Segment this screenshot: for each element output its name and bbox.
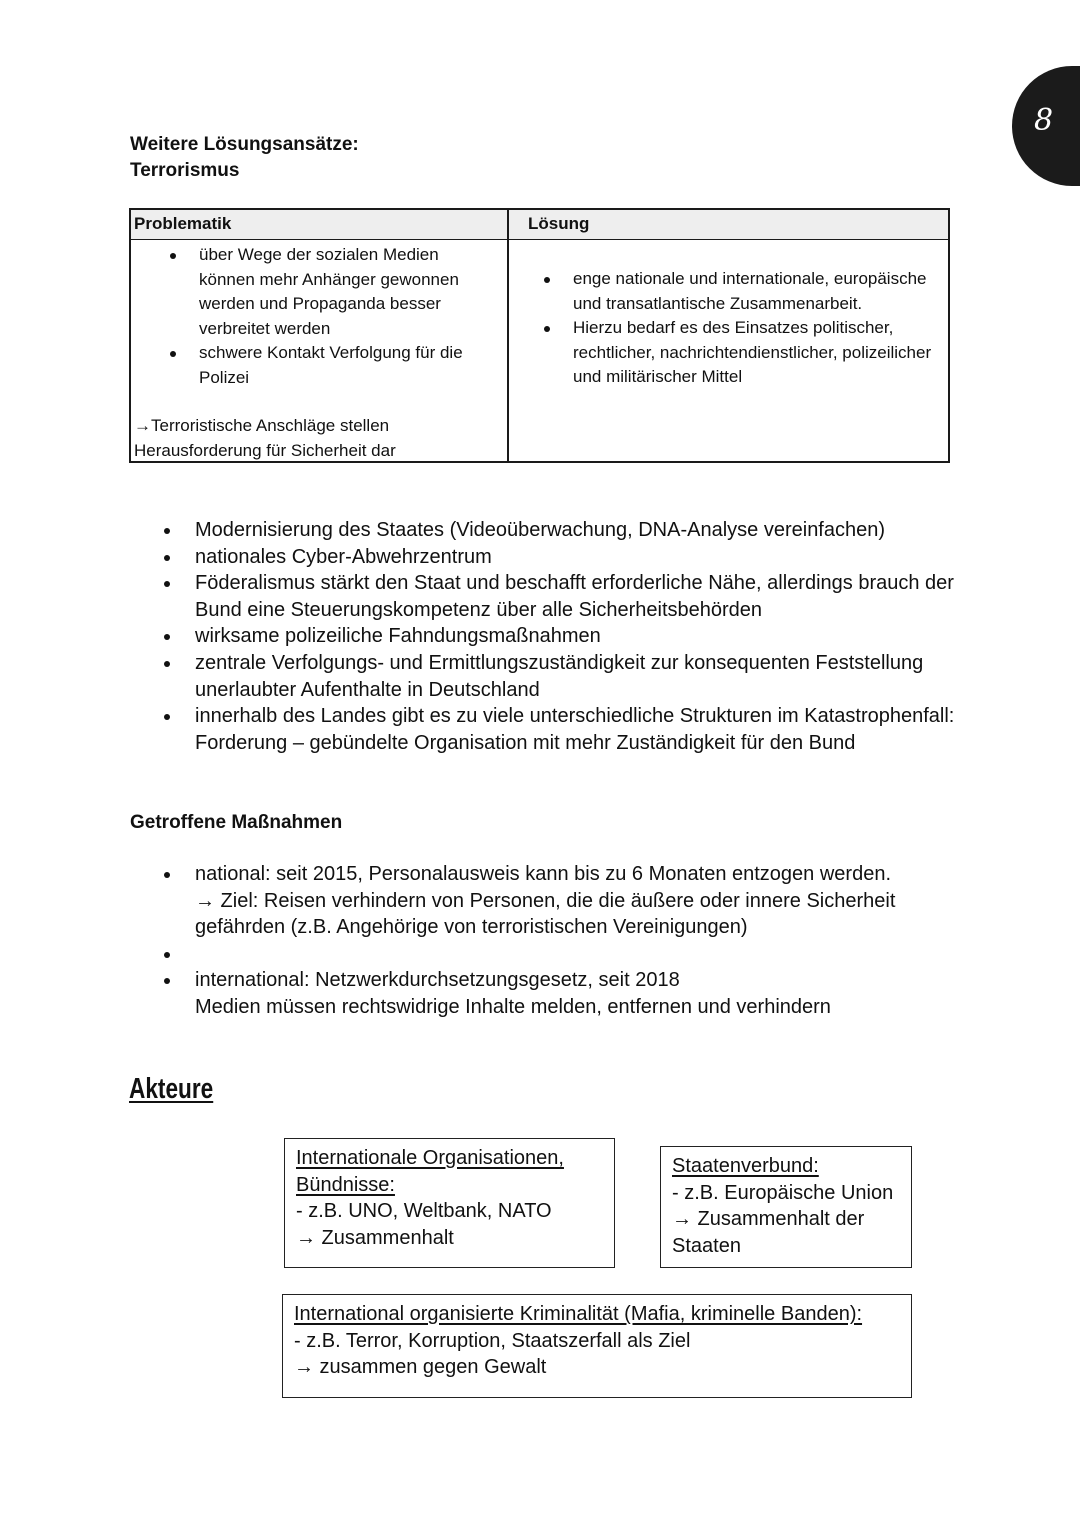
- measure-item: nationales Cyber-Abwehrzentrum: [195, 544, 955, 571]
- empty-bullet: [195, 941, 955, 968]
- taken-measure-national: [195, 861, 955, 941]
- solution-item: enge nationale und internationale, europäische und transatlantische Zusammenarbeit.: [573, 267, 943, 316]
- actors-heading: Akteure: [129, 1073, 214, 1105]
- actor-box-organized-crime: [282, 1294, 912, 1398]
- section-subheading: Terrorismus: [130, 160, 240, 181]
- table-header-solution: Lösung: [528, 214, 590, 233]
- taken-measures-heading: Getroffene Maßnahmen: [130, 812, 343, 833]
- international-text: international: Netzwerkdurchsetzungsgesetz, seit 2018: [195, 969, 680, 992]
- solution-item: Hierzu bedarf es des Einsatzes politischer, rechtlicher, nachrichtendienstlicher, polizeilicher und militärischer Mittel: [573, 316, 943, 390]
- actor-box-result: → Zusammenhalt: [296, 1226, 454, 1249]
- actor-box-title: Internationale Organisationen, Bündnisse:: [296, 1147, 564, 1196]
- actor-box-example: - z.B. Terror, Korruption, Staatszerfall als Ziel: [294, 1329, 691, 1352]
- actor-box-result: → zusammen gegen Gewalt: [294, 1356, 547, 1378]
- actor-box-result: → Zusammenhalt der Staaten: [672, 1208, 865, 1257]
- problem-solution-table: [129, 208, 950, 463]
- actor-box-example: - z.B. Europäische Union: [672, 1181, 894, 1204]
- measure-item: Modernisierung des Staates (Videoüberwachung, DNA-Analyse vereinfachen): [195, 517, 955, 544]
- section-heading: Weitere Lösungsansätze:: [130, 134, 359, 155]
- table-header-problem: Problematik: [134, 214, 232, 233]
- actor-box-title: Staatenverbund:: [672, 1155, 819, 1177]
- problem-item: über Wege der sozialen Medien können mehr Anhänger gewonnen werden und Propaganda besser verbreitet werden: [199, 243, 499, 341]
- measures-list: [195, 517, 955, 756]
- actor-box-staatenverbund: [660, 1146, 912, 1268]
- page-number: 8: [1034, 103, 1054, 138]
- international-detail: Medien müssen rechtswidrige Inhalte melden, entfernen und verhindern: [195, 995, 831, 1018]
- measure-item: Föderalismus stärkt den Staat und beschafft erforderliche Nähe, allerdings brauch der Bund eine Steuerungskompetenz über alle Sicherheitsbehörden: [195, 570, 955, 623]
- actor-box-title: International organisierte Kriminalität (Mafia, kriminelle Banden):: [294, 1303, 863, 1325]
- page-number-badge: [1012, 66, 1080, 186]
- problem-list: [199, 243, 499, 390]
- measure-item: wirksame polizeiliche Fahndungsmaßnahmen: [195, 623, 955, 650]
- problem-conclusion: →Terroristische Anschläge stellen Herausforderung für Sicherheit dar: [134, 416, 396, 460]
- problem-item: schwere Kontakt Verfolgung für die Polizei: [199, 341, 499, 390]
- taken-measure-international: [195, 967, 955, 1020]
- measure-item: zentrale Verfolgungs- und Ermittlungszuständigkeit zur konsequenten Feststellung unerlaubter Aufenthalte in Deutschland: [195, 650, 955, 703]
- measure-item: innerhalb des Landes gibt es zu viele unterschiedliche Strukturen im Katastrophenfall: Forderung – gebündelte Organisation mit mehr Zuständigkeit für den Bund: [195, 703, 955, 756]
- solution-list: [573, 267, 943, 390]
- national-goal: → Ziel: Reisen verhindern von Personen, die die äußere oder innere Sicherheit gefährden (z.B. Angehörige von terroristischen Vereinigungen): [195, 889, 896, 939]
- actor-box-example: - z.B. UNO, Weltbank, NATO: [296, 1200, 552, 1222]
- national-text: national: seit 2015, Personalausweis kann bis zu 6 Monaten entzogen werden.: [195, 863, 892, 885]
- taken-measures-list: [195, 861, 955, 1021]
- column-divider: [507, 210, 509, 461]
- actor-box-international-organizations: [284, 1138, 615, 1268]
